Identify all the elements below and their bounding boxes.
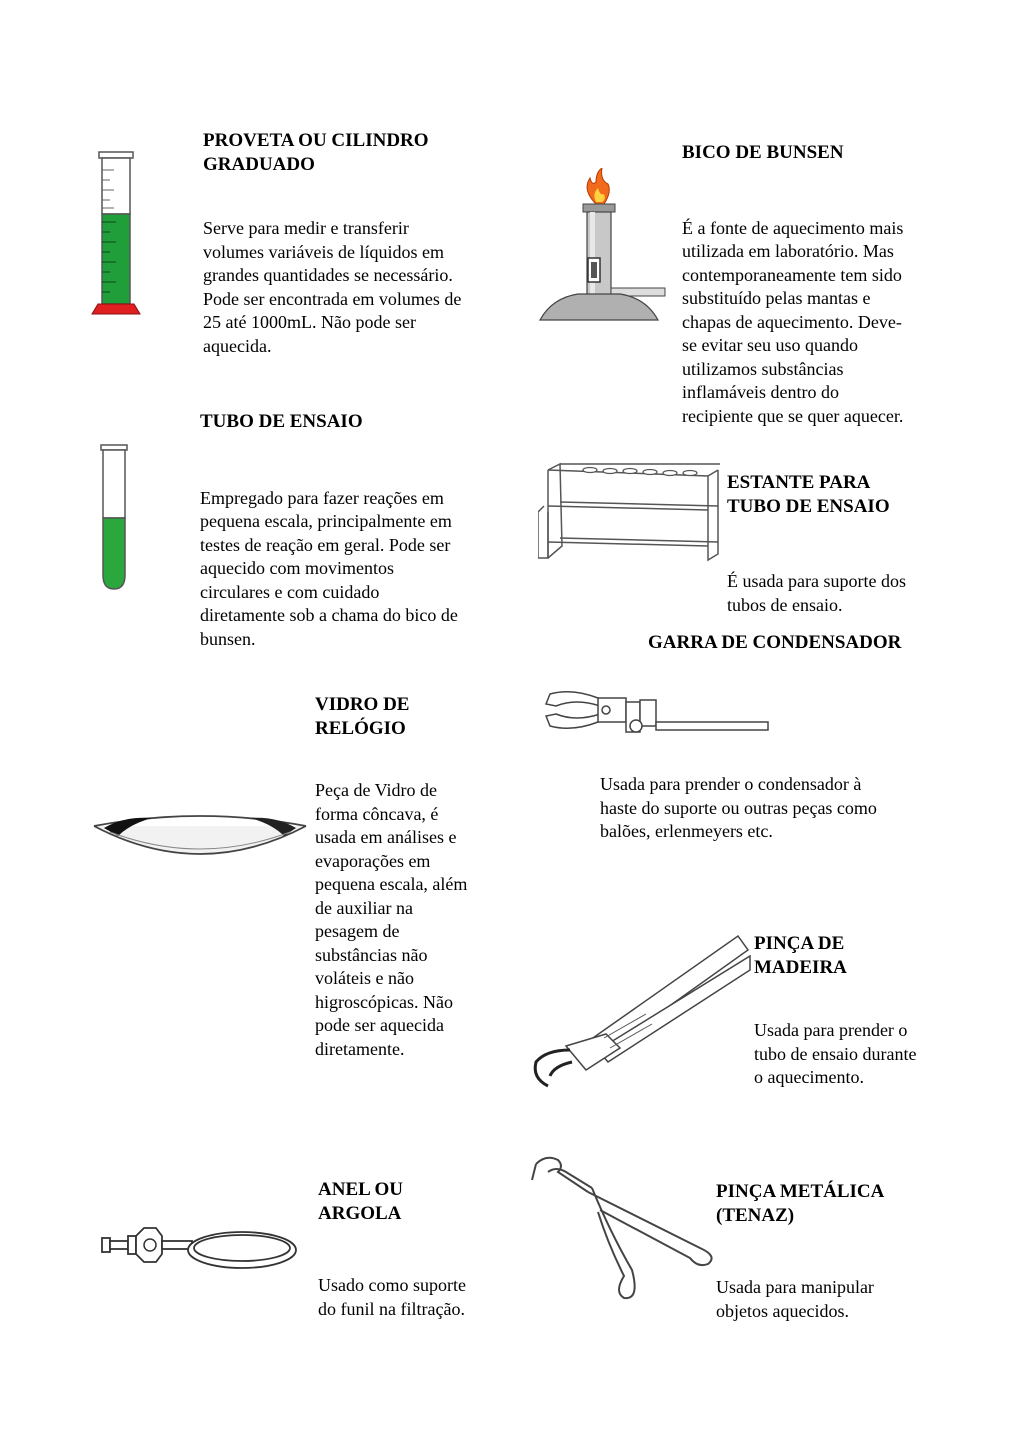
- garra-description: Usada para prender o condensador à haste do suporte ou outras peças como balões, erlenmeyers etc.: [600, 774, 877, 841]
- vidro-title: VIDRO DE RELÓGIO: [315, 694, 410, 739]
- condenser-clamp-icon: [542, 684, 772, 744]
- bunsen-section: [682, 141, 982, 428]
- pinca-metalica-description: Usada para manipular objetos aquecidos.: [716, 1277, 874, 1321]
- wooden-tongs-icon: [526, 930, 756, 1094]
- graduated-cylinder-icon: [86, 150, 146, 318]
- test-tube-icon: [96, 443, 132, 593]
- pinca-metalica-section: [716, 1180, 976, 1323]
- watch-glass-icon: [90, 808, 310, 870]
- support-ring-icon: [100, 1222, 300, 1280]
- bunsen-title: BICO DE BUNSEN: [682, 142, 844, 163]
- estante-description: É usada para suporte dos tubos de ensaio.: [727, 571, 906, 615]
- garra-title-block: [648, 631, 978, 655]
- test-tube-rack-icon: [538, 462, 722, 562]
- anel-title: ANEL OU ARGOLA: [318, 1179, 403, 1224]
- garra-title: GARRA DE CONDENSADOR: [648, 632, 902, 653]
- pinca-metalica-title: PINÇA METÁLICA (TENAZ): [716, 1181, 885, 1226]
- garra-desc-block: [600, 773, 980, 844]
- tubo-section: [200, 410, 520, 651]
- estante-section: [727, 471, 997, 617]
- proveta-section: [203, 129, 523, 358]
- pinca-madeira-section: [754, 932, 984, 1090]
- anel-description: Usado como suporte do funil na filtração.: [318, 1275, 466, 1319]
- proveta-description: Serve para medir e transferir volumes variáveis de líquidos em grandes quantidades se necessário. Pode ser encontrada em volumes de 25 até 1000mL. Não pode ser aquecida.: [203, 218, 462, 356]
- vidro-section: [315, 693, 525, 1061]
- bunsen-burner-icon: [538, 168, 670, 324]
- pinca-madeira-description: Usada para prender o tubo de ensaio durante o aquecimento.: [754, 1020, 917, 1087]
- estante-title: ESTANTE PARA TUBO DE ENSAIO: [727, 472, 890, 517]
- pinca-madeira-title: PINÇA DE MADEIRA: [754, 933, 847, 978]
- tubo-title: TUBO DE ENSAIO: [200, 411, 363, 432]
- vidro-description: Peça de Vidro de forma côncava, é usada em análises e evaporações em pequena escala, além de auxiliar na pesagem de substâncias não voláteis e não higroscópicas. Não pode ser aquecida diretamente.: [315, 780, 468, 1059]
- metal-tongs-icon: [528, 1152, 718, 1304]
- tubo-description: Empregado para fazer reações em pequena escala, principalmente em testes de reação em geral. Pode ser aquecido com movimentos circulares e com cuidado diretamente sob a chama do bico de bunsen.: [200, 487, 458, 649]
- proveta-title: PROVETA OU CILINDRO GRADUADO: [203, 130, 429, 175]
- anel-section: [318, 1178, 538, 1321]
- bunsen-description: É a fonte de aquecimento mais utilizada em laboratório. Mas contemporaneamente tem sido substituído pelas mantas e chapas de aquecimento. Deve- se evitar seu uso quando utilizamos substâncias inflamáveis dentro do recipiente que se quer aquecer.: [682, 217, 904, 426]
